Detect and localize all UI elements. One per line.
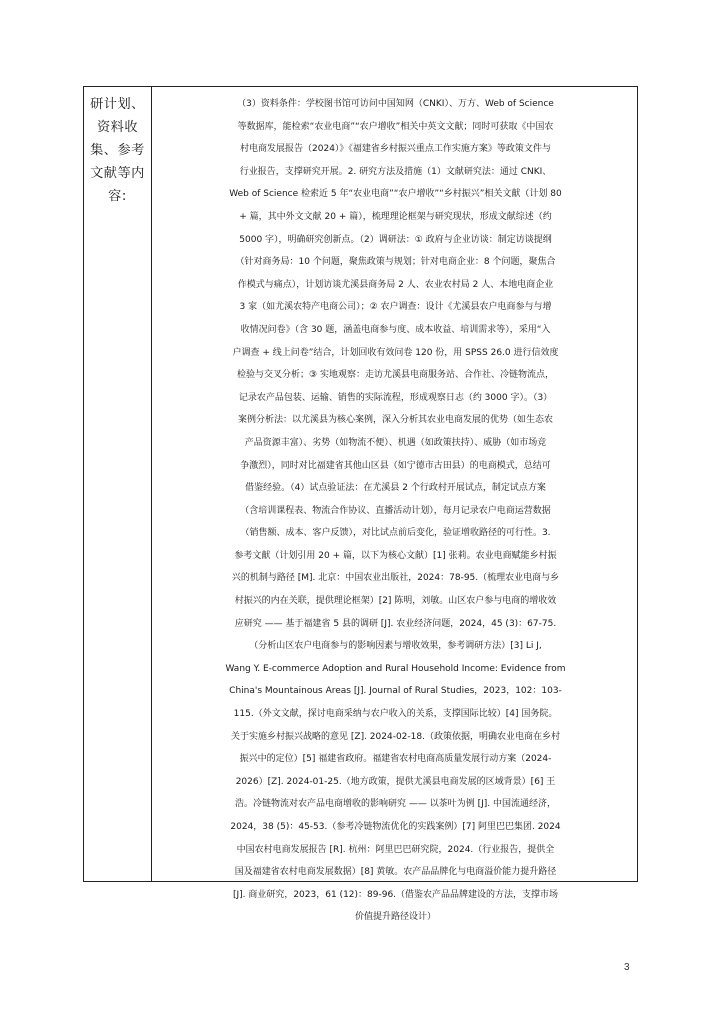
content-text-line: （销售额、成本、客户反馈），对比试点前后变化，验证增收路径的可行性。3.	[240, 528, 551, 539]
content-text-line: 借鉴经验。（4）试点验证法：在尤溪县 2 个行政村开展试点，制定试点方案	[245, 483, 546, 494]
content-text-line: China's Mountainous Areas [J]. Journal of Rural Studies，2023，102：103-	[229, 686, 562, 697]
content-text-line: 浩。冷链物流对农产品电商增收的影响研究 —— 以茶叶为例 [J]. 中国流通经济，	[235, 799, 556, 810]
content-text-line: 收情况问卷》（含 30 题，涵盖电商参与度、成本收益、培训需求等），采用“入	[240, 324, 551, 335]
content-text-line: 记录农产品包装、运输、销售的实际流程，形成观察日志（约 3000 字）。（3）	[238, 392, 553, 403]
content-text-line: [J]. 商业研究，2023，61 (12)：89-96.（借鉴农产品品牌建设的方法，支撑市场	[232, 889, 559, 900]
content-text-line: 案例分析法：以尤溪县为核心案例，深入分析其农业电商发展的优势（如生态农	[237, 415, 553, 426]
content-text-line: 行业报告，支撑研究开展。2. 研究方法及措施（1）文献研究法：通过 CNKI、	[239, 166, 552, 177]
content-text-line: 作模式与痛点），计划访谈尤溪县商务局 2 人、农业农村局 2 人、本地电商企业	[237, 279, 554, 290]
content-text-line: 价值提升路径设计）	[354, 912, 436, 923]
page-number: 3	[624, 962, 630, 973]
content-text-line: 等数据库，能检索“农业电商”“农户增收”相关中英文文献；同时可获取《中国农	[237, 121, 554, 132]
row-label-cell	[84, 87, 151, 208]
plan-table	[83, 86, 638, 923]
content-text-line: 2026）[Z]. 2024-01-25.（地方政策，提供尤溪县电商发展的区域背景）[6] 王	[235, 776, 556, 787]
content-text-line: 应研究 —— 基于福建省 5 县的调研 [J]. 农业经济问题，2024，45 (3)：67-75.	[234, 618, 557, 629]
content-text-line: 振兴中的定位）[5] 福建省政府。福建省农村电商高质量发展行动方案（2024-	[239, 754, 552, 765]
content-text-line: 国及福建省农村电商发展数据）[8] 黄敏。农产品品牌化与电商溢价能力提升路径	[234, 867, 557, 878]
content-text-line: 户调查 + 线上问卷”结合，计划回收有效问卷 120 份，用 SPSS 26.0 进行信效度	[232, 347, 559, 358]
content-text-line: 村振兴的内在关联，提供理论框架）[2] 陈明，刘敏。山区农户参与电商的增收效	[234, 596, 557, 607]
content-text-line: 兴的机制与路径 [M]. 北京：中国农业出版社，2024：78-95.（梳理农业电商与乡	[231, 573, 560, 584]
label-text-line: 资料收	[96, 120, 139, 135]
content-text-line: 检验与交叉分析；③ 实地观察：走访尤溪县电商服务站、合作社、冷链物流点，	[237, 370, 554, 381]
content-text-line: 2024，38 (5)：45-53.（参考冷链物流优化的实践案例）[7] 阿里巴巴集团. 2024	[230, 822, 561, 832]
content-text-line: Web of Science 检索近 5 年“农业电商”“农户增收”“乡村振兴”相关文献（计划 80	[229, 189, 562, 200]
content-text-line: 关于实施乡村振兴战略的意见 [Z]. 2024-02-18.（政策依据，明确农业电商在乡村	[231, 731, 560, 742]
content-text-line: 115.（外文文献，探讨电商采纳与农户收入的关系，支撑国际比较）[4] 国务院。	[233, 709, 558, 720]
content-text-line: （3）资料条件：学校图书馆可访问中国知网（CNKI）、万方、Web of Science	[237, 99, 554, 109]
content-text-line: （针对商务局：10 个问题，聚焦政策与规划；针对电商企业：8 个问题，聚焦合	[235, 257, 556, 268]
content-text-line: Wang Y. E-commerce Adoption and Rural Household Income: Evidence from	[225, 663, 566, 674]
content-text-line: + 篇，其中外文文献 20 + 篇），梳理理论框架与研究现状，形成文献综述（约	[239, 211, 552, 222]
content-text-line: 村电商发展报告（2024）》《福建省乡村振兴重点工作实施方案》等政策文件与	[240, 144, 551, 155]
content-text-line: 5000 字），明确研究创新点。（2）调研法：① 政府与企业访谈：制定访谈提纲	[239, 234, 552, 245]
content-text-line: 3 家（如尤溪农特产电商公司）；② 农户调查：设计《尤溪县农户电商参与与增	[239, 302, 552, 313]
content-text-line: 产品资源丰富）、劣势（如物流不便）、机遇（如政策扶持）、威胁（如市场竞	[244, 437, 547, 448]
content-text-line: 参考文献（计划引用 20 + 篇，以下为核心文献）[1] 张莉。农业电商赋能乡村振	[234, 550, 557, 561]
content-text-line: 争激烈），同时对比福建省其他山区县（如宁德市古田县）的电商模式，总结可	[240, 460, 551, 471]
label-text-line: 容:	[108, 189, 127, 204]
content-text-line: （含培训课程表、物流合作协议、直播活动计划），每月记录农户电商运营数据	[240, 505, 551, 516]
content-text-line: （分析山区农户电商参与的影响因素与增收效果，参考调研方法）[3] Li J,	[249, 641, 542, 652]
label-text-line: 研计划、	[90, 97, 145, 112]
row-content-cell	[152, 87, 639, 929]
content-text-line: 中国农村电商发展报告 [R]. 杭州：阿里巴巴研究院，2024.（行业报告，提供全	[236, 844, 555, 855]
label-text-line: 集、参考	[90, 143, 145, 158]
label-text-line: 文献等内	[90, 166, 145, 181]
